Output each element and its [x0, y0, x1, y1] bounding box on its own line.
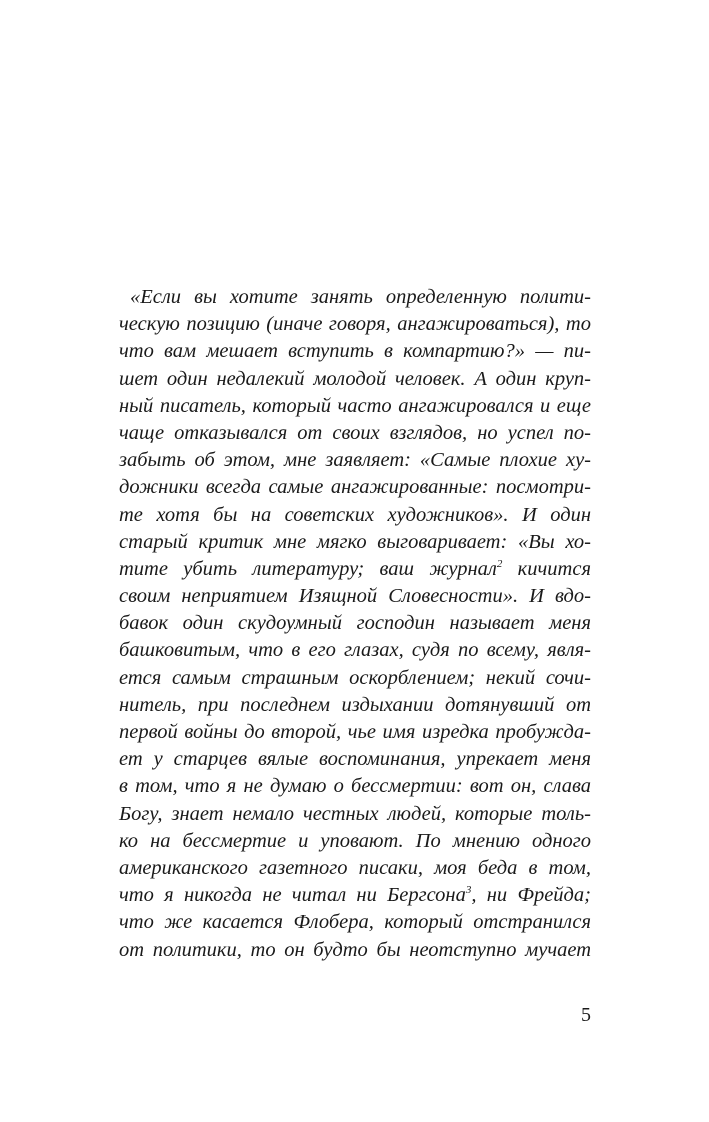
- text-line: [119, 855, 591, 882]
- text-line: [119, 828, 591, 855]
- text-line: [119, 801, 591, 828]
- text-line: [119, 882, 591, 909]
- text-line: [119, 556, 591, 583]
- text-line: [119, 311, 591, 338]
- text-line: [119, 366, 591, 393]
- line-text: дожники всегда самые ангажированные: посмотри-: [119, 476, 591, 499]
- text-line: [119, 773, 591, 800]
- text-line: [119, 937, 591, 964]
- line-text: что вам мешает вступить в компартию?» — пи-: [119, 340, 591, 363]
- line-text: Богу, знает немало честных людей, которые толь-: [119, 802, 591, 825]
- text-line: [119, 719, 591, 746]
- text-line: [119, 529, 591, 556]
- text-line: [119, 338, 591, 365]
- text-line: [119, 502, 591, 529]
- line-text: американского газетного писаки, моя беда в том,: [119, 856, 591, 879]
- footnote-marker: 2: [496, 557, 503, 570]
- text-line: [119, 610, 591, 637]
- text-line: [119, 583, 591, 610]
- text-line: [119, 746, 591, 773]
- text-line: [119, 474, 591, 501]
- text-line: [119, 665, 591, 692]
- line-text: забыть об этом, мне заявляет: «Самые плохие ху-: [119, 449, 591, 472]
- footnote-marker: 3: [465, 884, 472, 897]
- line-text: от политики, то он будто бы неотступно мучает: [119, 938, 591, 961]
- line-text: нитель, при последнем издыхании дотянувший от: [119, 693, 591, 716]
- line-text: ческую позицию (иначе говоря, ангажироваться), то: [119, 313, 591, 336]
- line-text: первой войны до второй, чье имя изредка пробужда-: [119, 721, 591, 743]
- line-text: старый критик мне мягко выговаривает: «Вы хо-: [119, 530, 591, 553]
- text-line: [119, 909, 591, 936]
- text-line: [119, 420, 591, 447]
- line-text: в том, что я не думаю о бессмертии: вот он, слава: [119, 775, 591, 798]
- line-text: ко на бессмертие и уповают. По мнению одного: [119, 829, 591, 852]
- line-text: шет один недалекий молодой человек. А один круп-: [119, 367, 591, 390]
- line-text: что я никогда не читал ни Бергсона: [119, 884, 466, 907]
- line-text: бавок один скудоумный господин называет меня: [119, 612, 591, 635]
- text-line: [119, 284, 591, 311]
- page-number: 5: [581, 1004, 591, 1026]
- line-text-continued: , ни Фрейда;: [471, 884, 591, 907]
- line-text: те хотя бы на советских художников». И один: [119, 503, 591, 526]
- line-text: башковитым, что в его глазах, судя по всему, явля-: [119, 639, 591, 662]
- text-line: [119, 447, 591, 474]
- line-text: своим неприятием Изящной Словесности». И вдо-: [119, 585, 591, 608]
- text-line: [119, 692, 591, 719]
- line-text: что же касается Флобера, который отстранился: [119, 911, 591, 934]
- line-text: «Если вы хотите занять определенную полити-: [130, 286, 591, 308]
- text-line: [119, 393, 591, 420]
- text-line: [119, 637, 591, 664]
- body-text: [119, 284, 591, 964]
- line-text-continued: кичится: [502, 557, 591, 580]
- line-text: тите убить литературу; ваш журнал: [119, 557, 497, 580]
- line-text: чаще отказывался от своих взглядов, но успел по-: [119, 421, 591, 444]
- line-text: ет у старцев вялые воспоминания, упрекает меня: [119, 748, 591, 771]
- line-text: ется самым страшным оскорблением; некий сочи-: [119, 666, 591, 689]
- line-text: ный писатель, который часто ангажировался и еще: [119, 394, 591, 417]
